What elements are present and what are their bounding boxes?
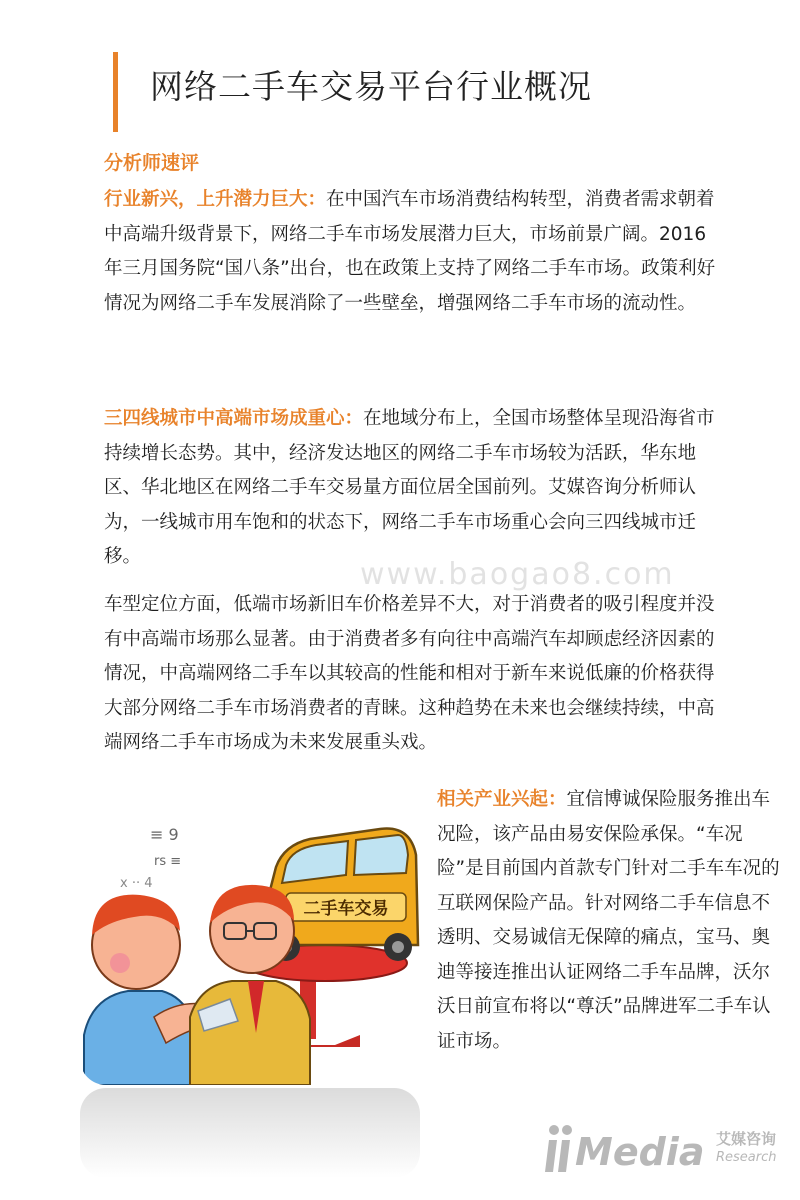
paragraph-text: 车型定位方面，低端市场新旧车价格差异不大，对于消费者的吸引程度并没有中高端市场那么显著。由于消费者多有向往中高端汽车却顾虑经济因素的情况，中高端网络二手车以其较高的性能和相对于新车来说低廉的价格获得大部分网络二手车市场消费者的青睐。这种趋势在未来也会继续持续，中高端网络二手车市场成为未来发展重头戏。 [104, 594, 715, 753]
paragraph-industry-emerging [104, 183, 724, 321]
paragraph-highlight: 三四线城市中高端市场成重心： [104, 408, 364, 429]
paragraph-vehicle-positioning [104, 588, 724, 761]
watermark-url: www.baogao8.com [360, 557, 675, 592]
paragraph-text: 在中国汽车市场消费结构转型，消费者需求朝着中高端升级背景下，网络二手车市场发展潜力巨大，市场前景广阔。2016年三月国务院“国八条”出台，也在政策上支持了网络二手车市场。政策利好情况为网络二手车发展消除了一些壁垒，增强网络二手车市场的流动性。 [104, 189, 716, 314]
used-car-trade-illustration [80, 795, 420, 1085]
paragraph-related-industries [437, 783, 781, 1059]
doodle-scribble: rs ≡ [154, 854, 182, 869]
paragraph-text: 在地域分布上，全国市场整体呈现沿海省市持续增长态势。其中，经济发达地区的网络二手车市场较为活跃，华东地区、华北地区在网络二手车交易量方面位居全国前列。艾媒咨询分析师认为，一线城市用车饱和的状态下，网络二手车市场重心会向三四线城市迁移。 [104, 408, 715, 567]
paragraph-highlight: 行业新兴，上升潜力巨大： [104, 189, 327, 210]
buyer-cheek-icon [110, 953, 130, 973]
paragraph-text: 宜信博诚保险服务推出车况险，该产品由易安保险承保。“车况险”是目前国内首款专门针对二手车车况的互联网保险产品。针对网络二手车信息不透明、交易诚信无保障的痛点，宝马、奥迪等接连推出认证网络二手车品牌，沃尔沃日前宣布将以“尊沃”品牌进军二手车认证市场。 [437, 789, 780, 1052]
logo-chinese: 艾媒咨询 [716, 1130, 777, 1148]
illustration-reflection [80, 1088, 420, 1178]
logo-english: Research [716, 1150, 777, 1165]
car-window-icon [354, 835, 408, 875]
logo-word: Media [575, 1130, 705, 1174]
imedia-logo [545, 1118, 785, 1180]
doodle-scribble: ≡ 9 [150, 825, 179, 844]
illustration-svg [80, 795, 420, 1085]
section-label: 分析师速评 [104, 152, 200, 174]
seller-body-icon [190, 981, 310, 1085]
car-sign-text: 二手车交易 [303, 899, 389, 919]
paragraph-tier-cities [104, 402, 724, 575]
logo-mark-icon [545, 1122, 575, 1174]
paragraph-highlight: 相关产业兴起： [437, 789, 567, 810]
car-hub-icon [392, 941, 404, 953]
title-accent-bar [113, 52, 118, 132]
doodle-scribble: x ·· 4 [120, 876, 153, 891]
page-title: 网络二手车交易平台行业概况 [150, 67, 592, 106]
